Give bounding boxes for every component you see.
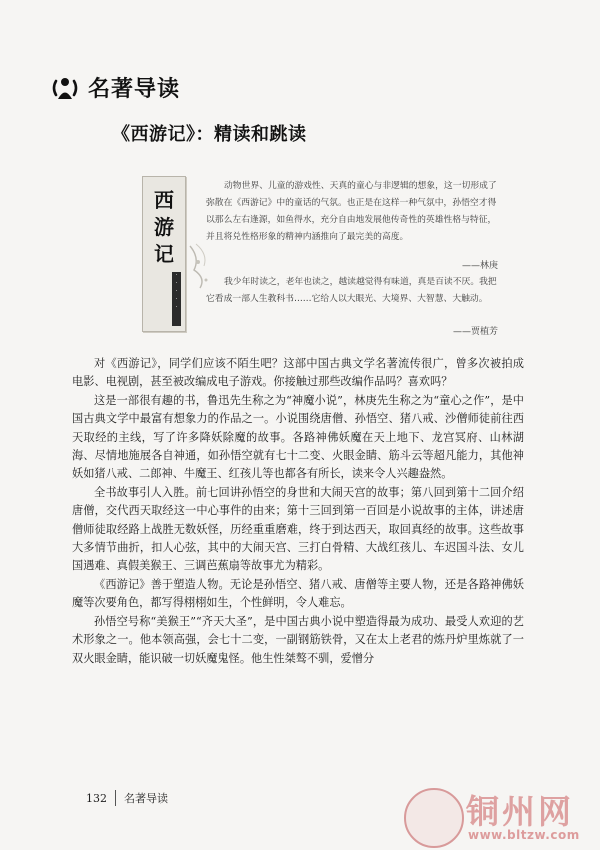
quote-attribution-jiazhifang: ——贾植芳 <box>452 327 498 337</box>
reading-figure-icon <box>50 73 80 103</box>
paragraph: 对《西游记》，同学们应该不陌生吧？这部中国古典文学名著流传很广，曾多次被拍成电影、电视剧，甚至被改编成电子游戏。你接触过那些改编作品吗？喜欢吗？ <box>72 357 524 389</box>
footer-section-label: 名著导读 <box>124 792 168 805</box>
book-cover-title: 西游记 <box>154 188 174 266</box>
site-watermark <box>404 786 596 846</box>
paragraph: 《西游记》善于塑造人物。无论是孙悟空、猪八戒、唐僧等主要人物，还是各路神佛妖魔等次要角色，都写得栩栩如生，个性鲜明，令人难忘。 <box>72 577 524 610</box>
paragraph: 孙悟空号称“美猴王”“齐天大圣”，是中国古典小说中塑造得最为成功、最受人欢迎的艺术形象之一。他本领高强，会七十二变，一副钢筋铁骨，又在太上老君的炼丹炉里炼就了一双火眼金睛，能识破一切妖魔鬼怪。他生性桀骜不驯，爱憎分 <box>72 614 524 665</box>
page-footer <box>86 790 168 806</box>
cover-label-strip: · · · · · <box>172 272 181 326</box>
paragraph: 全书故事引人入胜。前七回讲孙悟空的身世和大闹天宫的故事；第八回到第十二回介绍唐僧，交代西天取经这一中心事件的由来；第十三回到第一百回是小说故事的主体，讲述唐僧师徒取经路上战胜无数妖怪，历经重重磨难，终于到达西天，取回真经的故事。这些故事大多情节曲折，扣人心弦，其中的大闹天宫、三打白骨精、大战红孩儿、车迟国斗法、女儿国遇难、真假美猴王、三调芭蕉扇等故事尤为精彩。 <box>72 485 524 573</box>
section-header <box>50 72 180 103</box>
footer-divider <box>115 790 116 806</box>
book-cover-image <box>142 176 186 332</box>
watermark-name: 铜州网 <box>466 792 574 831</box>
article-title: 《西游记》：精读和跳读 <box>112 124 307 145</box>
quote-lingeng: 动物世界、儿童的游戏性、天真的童心与非逻辑的想象，这一切形成了弥散在《西游记》中的童话的气氛。也正是在这样一种气氛中，孙悟空才得以那么左右逢源，如鱼得水，充分自由地发展他传奇性的英雄性格与特征，并且将兑性格形象的精神内涵推向了最完美的高度。 <box>206 181 497 242</box>
quote-jiazhifang: 我少年时读之，老年也读之，越读越觉得有味道，真是百读不厌。我把它看成一部人生教科书……它给人以大眼光、大境界、大智慧、大触动。 <box>206 277 497 304</box>
page-number: 132 <box>86 791 107 805</box>
paragraph: 这是一部很有趣的书，鲁迅先生称之为“神魔小说”，林庚先生称之为“童心之作”，是中国古典文学中最富有想象力的作品之一。小说围绕唐僧、孙悟空、猪八戒、沙僧师徒前往西天取经的主线，写了许多降妖除魔的故事。各路神佛妖魔在天上地下、龙宫冥府、山林湖海、尽情地施展各自神通，如孙悟空就有七十二变、火眼金睛、筋斗云等超凡能力，其他神妖如猪八戒、二郎神、牛魔王、红孩儿等也都各有所长，读来令人兴趣盎然。 <box>72 393 524 481</box>
quote-attribution-lingeng: ——林庚 <box>461 261 498 271</box>
watermark-seal-icon <box>404 788 464 848</box>
section-title: 名著导读 <box>88 77 181 102</box>
body-text <box>72 355 524 668</box>
watermark-url: www.bltzw.com <box>468 828 580 842</box>
